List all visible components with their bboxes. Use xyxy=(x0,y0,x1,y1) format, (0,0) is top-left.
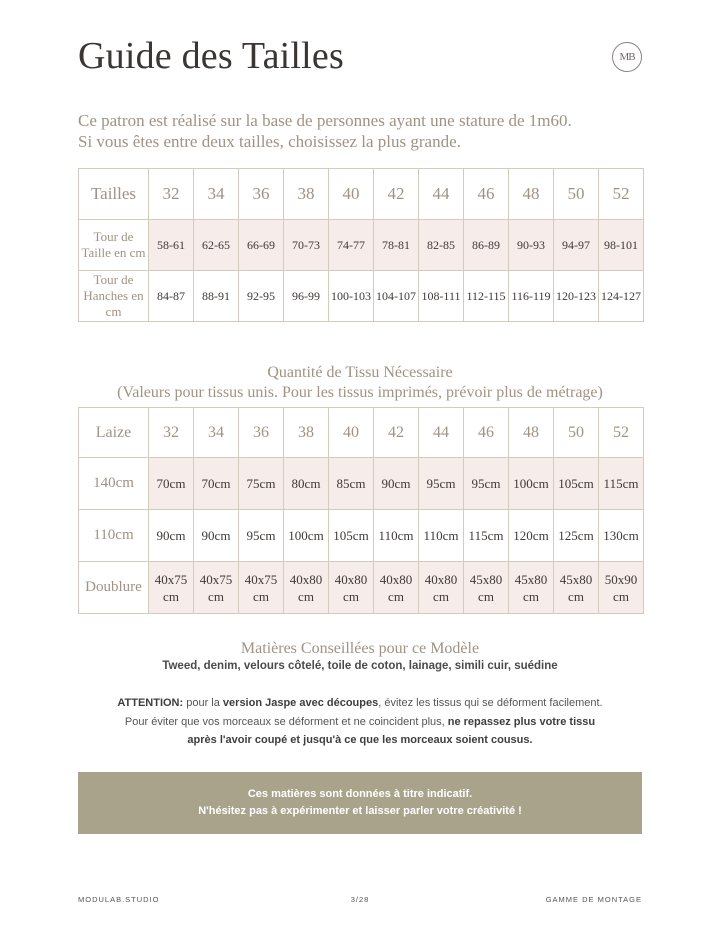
fabric-row-label: 140cm xyxy=(79,458,149,510)
waist-cell: 90-93 xyxy=(509,220,554,271)
fabric-cell: 70cm xyxy=(149,458,194,510)
fabric-cell: 125cm xyxy=(554,510,599,562)
fabric-header-row xyxy=(79,408,644,458)
intro-text xyxy=(78,110,658,152)
fabric-cell: 40x80 cm xyxy=(329,562,374,614)
fabric-cell: 90cm xyxy=(374,458,419,510)
attention-emphasis: après l'avoir coupé et jusqu'à ce que les morceaux soient cousus. xyxy=(187,734,533,746)
fabric-header-cell: 32 xyxy=(149,408,194,458)
attention-emphasis: version Jaspe avec découpes xyxy=(222,697,379,709)
waist-row-label: Tour de Taille en cm xyxy=(79,220,149,271)
hips-cell: 96-99 xyxy=(284,271,329,322)
fabric-cell: 75cm xyxy=(239,458,284,510)
fabric-header-cell: 48 xyxy=(509,408,554,458)
fabric-header-cell: 36 xyxy=(239,408,284,458)
footer-page-number: 3/28 xyxy=(350,895,370,904)
fabric-cell: 50x90 cm xyxy=(599,562,644,614)
size-header-cell: 32 xyxy=(149,169,194,220)
waist-cell: 98-101 xyxy=(599,220,644,271)
fabric-cell: 85cm xyxy=(329,458,374,510)
materials-list: Tweed, denim, velours côtelé, toile de coton, lainage, simili cuir, suédine xyxy=(162,660,558,672)
waist-cell: 70-73 xyxy=(284,220,329,271)
fabric-cell: 95cm xyxy=(419,458,464,510)
size-header-cell: 38 xyxy=(284,169,329,220)
fabric-cell: 95cm xyxy=(464,458,509,510)
fabric-cell: 90cm xyxy=(194,510,239,562)
waist-cell: 66-69 xyxy=(239,220,284,271)
size-header-cell: 40 xyxy=(329,169,374,220)
hips-cell: 88-91 xyxy=(194,271,239,322)
footer-section: GAMME DE MONTAGE xyxy=(545,895,642,904)
attention-text: pour la xyxy=(183,697,223,709)
fabric-row-140 xyxy=(79,458,644,510)
fabric-cell: 40x75 cm xyxy=(194,562,239,614)
fabric-cell: 45x80 cm xyxy=(509,562,554,614)
fabric-cell: 70cm xyxy=(194,458,239,510)
size-header-row xyxy=(79,169,644,220)
attention-emphasis: ne repassez plus votre tissu xyxy=(447,716,596,728)
waist-cell: 62-65 xyxy=(194,220,239,271)
waist-cell: 82-85 xyxy=(419,220,464,271)
banner-line-2: N'hésitez pas à expérimenter et laisser parler votre créativité ! xyxy=(198,805,522,817)
fabric-cell: 40x80 cm xyxy=(419,562,464,614)
attention-text: , évitez les tissus qui se déforment facilement. xyxy=(378,697,603,709)
hips-cell: 100-103 xyxy=(329,271,374,322)
size-header-cell: 48 xyxy=(509,169,554,220)
fabric-cell: 40x80 cm xyxy=(284,562,329,614)
fabric-cell: 45x80 cm xyxy=(554,562,599,614)
fabric-cell: 100cm xyxy=(509,458,554,510)
size-header-cell: 42 xyxy=(374,169,419,220)
fabric-cell: 130cm xyxy=(599,510,644,562)
fabric-header-cell: 52 xyxy=(599,408,644,458)
fabric-cell: 40x80 cm xyxy=(374,562,419,614)
attention-text: Pour éviter que vos morceaux se déforment et ne coincident plus, xyxy=(124,716,448,728)
fabric-row-label: 110cm xyxy=(79,510,149,562)
waist-cell: 78-81 xyxy=(374,220,419,271)
hips-cell: 104-107 xyxy=(374,271,419,322)
fabric-section-title: Quantité de Tissu Nécessaire xyxy=(267,364,453,381)
fabric-cell: 120cm xyxy=(509,510,554,562)
waist-cell: 86-89 xyxy=(464,220,509,271)
waist-cell: 58-61 xyxy=(149,220,194,271)
hips-cell: 92-95 xyxy=(239,271,284,322)
materials-title: Matières Conseillées pour ce Modèle xyxy=(240,640,480,657)
fabric-section-subtitle: (Valeurs pour tissus unis. Pour les tissus imprimés, prévoir plus de métrage) xyxy=(117,384,603,401)
fabric-cell: 90cm xyxy=(149,510,194,562)
fabric-cell: 110cm xyxy=(374,510,419,562)
waist-cell: 74-77 xyxy=(329,220,374,271)
fabric-cell: 115cm xyxy=(464,510,509,562)
fabric-header-cell: 34 xyxy=(194,408,239,458)
page-title: Guide des Tailles xyxy=(78,35,344,77)
intro-line: Si vous êtes entre deux tailles, choisissez la plus grande. xyxy=(78,132,461,151)
hips-cell: 112-115 xyxy=(464,271,509,322)
fabric-cell: 80cm xyxy=(284,458,329,510)
hips-cell: 124-127 xyxy=(599,271,644,322)
size-header-cell: 36 xyxy=(239,169,284,220)
fabric-cell: 40x75 cm xyxy=(149,562,194,614)
intro-line: Ce patron est réalisé sur la base de personnes ayant une stature de 1m60. xyxy=(78,111,572,130)
size-header-label: Tailles xyxy=(79,169,149,220)
attention-line-1 xyxy=(60,694,660,713)
attention-line-2 xyxy=(60,713,660,732)
fabric-header-label: Laize xyxy=(79,408,149,458)
fabric-header-cell: 46 xyxy=(464,408,509,458)
hips-row xyxy=(79,271,644,322)
size-header-cell: 34 xyxy=(194,169,239,220)
hips-cell: 120-123 xyxy=(554,271,599,322)
brand-logo: MB xyxy=(612,42,642,72)
fabric-cell: 105cm xyxy=(329,510,374,562)
fabric-header-cell: 38 xyxy=(284,408,329,458)
banner-line-1: Ces matières sont données à titre indicatif. xyxy=(247,788,473,800)
size-header-cell: 52 xyxy=(599,169,644,220)
info-banner xyxy=(78,772,642,834)
attention-label: ATTENTION: xyxy=(117,697,184,709)
fabric-cell: 100cm xyxy=(284,510,329,562)
size-header-cell: 44 xyxy=(419,169,464,220)
fabric-cell: 40x75 cm xyxy=(239,562,284,614)
fabric-header-cell: 44 xyxy=(419,408,464,458)
fabric-header-cell: 40 xyxy=(329,408,374,458)
footer-brand: MODULAB.STUDIO xyxy=(78,895,160,904)
size-header-cell: 50 xyxy=(554,169,599,220)
size-header-cell: 46 xyxy=(464,169,509,220)
fabric-cell: 105cm xyxy=(554,458,599,510)
fabric-cell: 45x80 cm xyxy=(464,562,509,614)
hips-cell: 116-119 xyxy=(509,271,554,322)
size-table xyxy=(78,168,644,322)
fabric-row-lining xyxy=(79,562,644,614)
hips-cell: 108-111 xyxy=(419,271,464,322)
waist-row xyxy=(79,220,644,271)
fabric-header-cell: 42 xyxy=(374,408,419,458)
fabric-cell: 115cm xyxy=(599,458,644,510)
fabric-table xyxy=(78,407,644,614)
waist-cell: 94-97 xyxy=(554,220,599,271)
fabric-row-label: Doublure xyxy=(79,562,149,614)
fabric-row-110 xyxy=(79,510,644,562)
hips-cell: 84-87 xyxy=(149,271,194,322)
hips-row-label: Tour de Hanches en cm xyxy=(79,271,149,322)
fabric-header-cell: 50 xyxy=(554,408,599,458)
fabric-cell: 110cm xyxy=(419,510,464,562)
fabric-cell: 95cm xyxy=(239,510,284,562)
attention-line-3 xyxy=(60,731,660,750)
